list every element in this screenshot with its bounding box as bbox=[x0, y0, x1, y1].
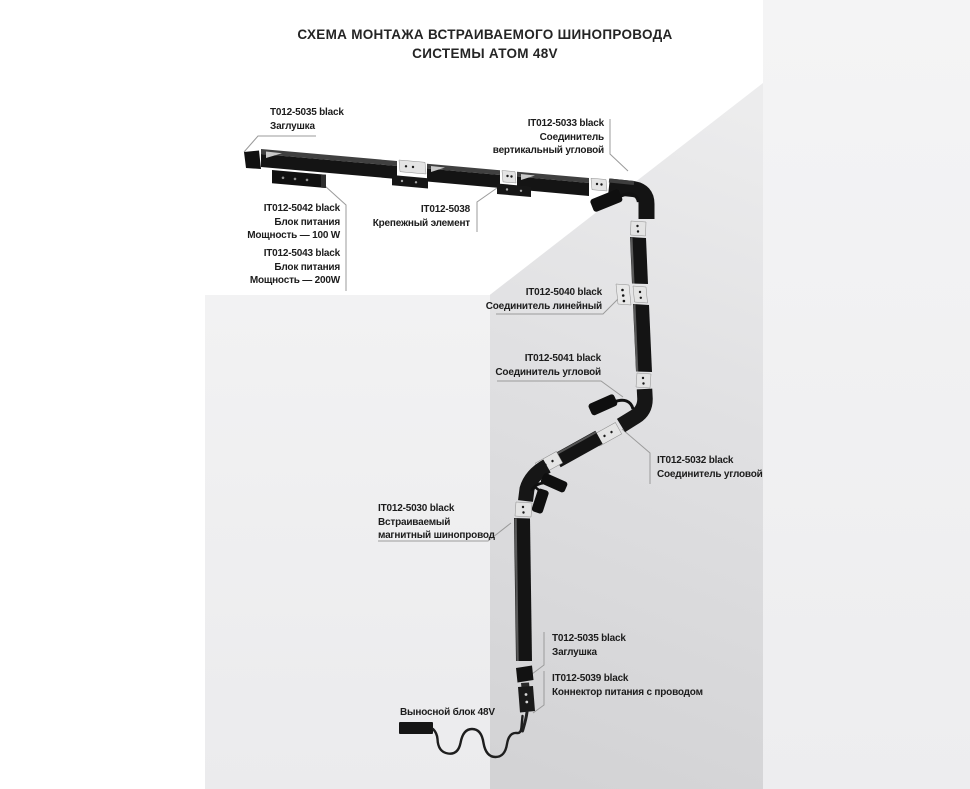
label-linear-connector bbox=[486, 286, 602, 313]
label-corner-vertical bbox=[493, 117, 604, 158]
label-line: IT012-5040 black bbox=[525, 287, 602, 298]
connector-body bbox=[631, 221, 647, 236]
label-line: IT012-5038 bbox=[420, 204, 470, 215]
wall-track-diagonal bbox=[535, 422, 621, 474]
linear-connector-5040 bbox=[616, 284, 648, 305]
connector-contact bbox=[506, 175, 508, 177]
psu-end bbox=[321, 174, 326, 188]
psu-dot bbox=[294, 178, 297, 181]
label-line: T012-5035 black bbox=[552, 633, 626, 644]
connector-contact bbox=[637, 230, 639, 232]
psu-body bbox=[272, 170, 326, 188]
connector-contact bbox=[596, 183, 598, 185]
connector-contact bbox=[640, 297, 642, 299]
ceiling-linear-connector-1 bbox=[399, 160, 426, 174]
remote-power-block bbox=[399, 722, 433, 734]
label-cap-top bbox=[270, 106, 344, 133]
label-line: Соединитель bbox=[539, 131, 604, 143]
page-title-line1: СХЕМА МОНТАЖА ВСТРАИВАЕМОГО ШИНОПРОВОДА bbox=[297, 27, 673, 42]
connector-contact bbox=[622, 294, 625, 297]
spotlight-body bbox=[589, 189, 623, 213]
psu-dot bbox=[282, 177, 285, 180]
psu-dot bbox=[306, 179, 309, 182]
label-line: магнитный шинопровод bbox=[378, 530, 495, 542]
end-cap-bottom bbox=[516, 666, 534, 683]
label-power-connector bbox=[552, 672, 703, 699]
connector-contact bbox=[636, 225, 638, 227]
label-line: T012-5035 black bbox=[270, 107, 344, 118]
wall-track-lower bbox=[514, 502, 535, 731]
wall-linear-connector-a bbox=[631, 221, 647, 236]
leader-cap-top bbox=[244, 136, 316, 152]
label-line: IT012-5039 black bbox=[552, 673, 629, 684]
leader-cap-bottom bbox=[532, 632, 544, 674]
connector-body bbox=[502, 171, 516, 184]
connector-contact bbox=[525, 701, 528, 704]
clip-dot bbox=[415, 181, 417, 183]
connector-body bbox=[515, 502, 532, 517]
label-line: Крепежный элемент bbox=[372, 217, 470, 229]
corner-top-face bbox=[609, 181, 634, 184]
spotlight-middle bbox=[588, 393, 633, 416]
connector-contact bbox=[405, 165, 407, 167]
wall-linear-connector-c bbox=[515, 502, 532, 517]
label-line: IT012-5032 black bbox=[657, 455, 734, 466]
label-remote-block bbox=[400, 706, 495, 720]
clip-body bbox=[392, 175, 428, 189]
label-psu-200 bbox=[250, 247, 340, 288]
label-fastener bbox=[373, 203, 470, 230]
power-supply-block bbox=[272, 170, 326, 188]
end-cap-top bbox=[244, 151, 261, 170]
connector-contact bbox=[522, 511, 524, 513]
power-feed-connector bbox=[518, 683, 535, 732]
label-psu-100 bbox=[247, 202, 340, 243]
connector-body bbox=[636, 373, 651, 388]
label-line: IT012-5043 black bbox=[263, 248, 340, 259]
label-line: IT012-5033 black bbox=[527, 118, 604, 129]
label-line: Заглушка bbox=[270, 120, 315, 132]
label-line: вертикальный угловой bbox=[492, 145, 604, 157]
label-line: Соединитель угловой bbox=[495, 366, 601, 378]
leader-fastener bbox=[477, 188, 497, 232]
ceiling-linear-connector-2 bbox=[502, 171, 516, 184]
label-line: Мощность — 100 W bbox=[247, 230, 340, 242]
label-line: Соединитель угловой bbox=[657, 468, 763, 480]
clip-dot bbox=[520, 190, 522, 192]
connector-contact bbox=[600, 183, 602, 185]
connector-contact bbox=[642, 382, 644, 384]
connector-contact bbox=[412, 166, 414, 168]
page-title-line2: СИСТЕМЫ АТОМ 48V bbox=[412, 46, 558, 61]
power-cable bbox=[433, 716, 523, 757]
page-title bbox=[0, 25, 970, 63]
label-line: Коннектор питания с проводом bbox=[552, 686, 703, 698]
label-line: IT012-5030 black bbox=[378, 503, 455, 514]
clip-dot bbox=[401, 180, 403, 182]
label-line: Блок питания bbox=[274, 261, 340, 273]
connector-body bbox=[633, 286, 648, 303]
label-line: Блок питания bbox=[274, 216, 340, 228]
wall-linear-connector-b bbox=[636, 373, 651, 388]
connector-contact bbox=[642, 377, 644, 379]
ceiling-track-segment-2 bbox=[427, 164, 500, 188]
connector-contact bbox=[621, 289, 624, 292]
connector-contact bbox=[525, 693, 528, 696]
leader-corner-1 bbox=[497, 381, 623, 397]
spotlight-body bbox=[588, 393, 619, 416]
label-line: IT012-5041 black bbox=[524, 353, 601, 364]
ceiling-linear-connector-3 bbox=[591, 178, 607, 191]
mounting-clip-1 bbox=[392, 175, 428, 189]
connector-contact bbox=[510, 175, 512, 177]
clip-dot bbox=[506, 188, 508, 190]
connector-contact bbox=[522, 506, 524, 508]
connector-body bbox=[591, 178, 607, 191]
wall-track-upper bbox=[616, 221, 652, 388]
label-line: Мощность — 200W bbox=[249, 275, 340, 287]
label-track bbox=[378, 502, 495, 543]
connector-body bbox=[518, 686, 535, 713]
label-line: Встраиваемый bbox=[378, 516, 451, 528]
connector-contact bbox=[623, 300, 626, 303]
leader-corner-vertical bbox=[610, 119, 628, 171]
remote-power-unit bbox=[399, 716, 523, 757]
label-corner-connector-2 bbox=[657, 454, 763, 481]
label-cap-bottom bbox=[552, 632, 626, 659]
label-corner-connector-1 bbox=[495, 352, 601, 379]
label-line: Соединитель линейный bbox=[485, 300, 602, 312]
leader-corner-2 bbox=[622, 429, 650, 484]
label-line: IT012-5042 black bbox=[263, 203, 340, 214]
connector-contact bbox=[639, 291, 641, 293]
label-line: Выносной блок 48V bbox=[400, 707, 495, 718]
label-line: Заглушка bbox=[552, 646, 597, 658]
